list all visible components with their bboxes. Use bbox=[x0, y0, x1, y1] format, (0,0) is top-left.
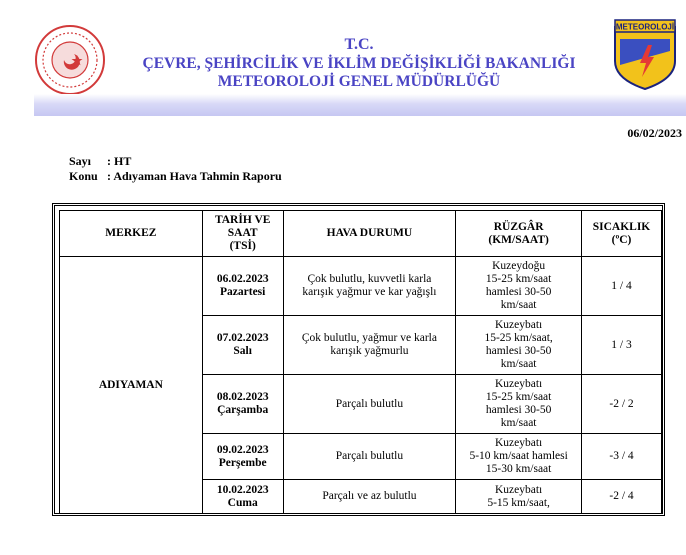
row-wind-line1: Kuzeybatı bbox=[494, 437, 543, 449]
date-cell bbox=[202, 480, 283, 514]
meta-sayi-label: Sayı bbox=[69, 154, 92, 168]
header-line-3: METEOROLOJİ GENEL MÜDÜRLÜĞÜ bbox=[217, 73, 501, 90]
row-day: Pazartesi bbox=[220, 286, 266, 298]
header-line-1: T.C. bbox=[344, 36, 374, 53]
row-wind-line4: km/saat bbox=[500, 417, 537, 429]
wind-cell bbox=[456, 375, 582, 434]
header-ruzgar-line2: (KM/SAAT) bbox=[488, 233, 549, 246]
temp-cell: -2 / 4 bbox=[582, 480, 662, 514]
meta-konu bbox=[69, 169, 282, 184]
temp-cell: 1 / 4 bbox=[582, 257, 662, 316]
row-weather-line1: Çok bulutlu, kuvvetli karla bbox=[307, 273, 432, 285]
date-cell bbox=[202, 375, 283, 434]
row-wind-line2: 5-10 km/saat hamlesi bbox=[469, 450, 568, 462]
weather-cell bbox=[283, 316, 456, 375]
weather-cell: Parçalı bulutlu bbox=[283, 375, 456, 434]
row-wind-line2: 15-25 km/saat bbox=[485, 391, 552, 403]
row-weather-line1: Çok bulutlu, yağmur ve karla bbox=[301, 332, 437, 344]
header-sicaklik-line1: SICAKLIK bbox=[592, 220, 651, 233]
row-wind-line4: km/saat bbox=[500, 299, 537, 311]
header-ruzgar bbox=[456, 211, 582, 257]
header-merkez: MERKEZ bbox=[60, 211, 203, 257]
header-tarih-line1: TARİH VE bbox=[214, 214, 271, 226]
row-wind-line2: 15-25 km/saat bbox=[485, 273, 552, 285]
row-date: 07.02.2023 bbox=[216, 332, 269, 344]
temp-cell: -3 / 4 bbox=[582, 434, 662, 480]
row-day: Cuma bbox=[227, 496, 258, 509]
meteorology-logo-text: METEOROLOJİ bbox=[615, 22, 675, 32]
row-wind-line2: 5-15 km/saat, bbox=[487, 496, 550, 509]
date-cell bbox=[202, 434, 283, 480]
date-cell bbox=[202, 316, 283, 375]
header-tarih bbox=[202, 211, 283, 257]
table-header-row bbox=[60, 211, 662, 257]
row-wind-line1: Kuzeybatı bbox=[494, 319, 543, 331]
date-cell bbox=[202, 257, 283, 316]
row-day: Salı bbox=[233, 345, 252, 357]
row-weather-line2: karışık yağmur ve kar yağışlı bbox=[302, 286, 437, 298]
meta-konu-label: Konu bbox=[69, 169, 98, 183]
temp-cell: 1 / 3 bbox=[582, 316, 662, 375]
forecast-table-frame bbox=[52, 203, 665, 516]
weather-cell: Parçalı bulutlu bbox=[283, 434, 456, 480]
row-day: Perşembe bbox=[218, 456, 267, 469]
table-row bbox=[60, 257, 662, 316]
meta-konu-value: : Adıyaman Hava Tahmin Raporu bbox=[107, 169, 282, 183]
row-day: Çarşamba bbox=[217, 404, 269, 416]
wind-cell bbox=[456, 316, 582, 375]
header-hava: HAVA DURUMU bbox=[283, 211, 456, 257]
row-wind-line2: 15-25 km/saat, bbox=[484, 332, 553, 344]
header-line-2: ÇEVRE, ŞEHİRCİLİK VE İKLİM DEĞİŞİKLİĞİ BAKANLIĞI bbox=[142, 55, 576, 72]
row-wind-line1: Kuzeybatı bbox=[494, 483, 543, 496]
wind-cell bbox=[456, 257, 582, 316]
report-date: 06/02/2023 bbox=[627, 126, 682, 140]
header-band bbox=[34, 94, 686, 116]
row-wind-line3: 15-30 km/saat bbox=[485, 463, 552, 475]
row-date: 08.02.2023 bbox=[216, 391, 269, 403]
header-ruzgar-line1: RÜZGÂR bbox=[493, 220, 544, 233]
row-wind-line1: Kuzeybatı bbox=[494, 378, 543, 390]
wind-cell bbox=[456, 480, 582, 514]
row-wind-line3: hamlesi 30-50 bbox=[485, 404, 552, 416]
row-wind-line3: hamlesi 30-50 bbox=[485, 345, 552, 357]
merkez-cell: ADIYAMAN bbox=[60, 257, 203, 514]
header-sicaklik-line2: (ºC) bbox=[611, 233, 632, 246]
header-sicaklik bbox=[582, 211, 662, 257]
row-date: 10.02.2023 bbox=[216, 483, 269, 496]
header-tarih-line2: SAAT bbox=[227, 227, 258, 239]
forecast-table bbox=[59, 210, 662, 514]
temp-cell: -2 / 2 bbox=[582, 375, 662, 434]
row-weather-line2: karışık yağmurlu bbox=[330, 345, 409, 357]
row-wind-line1: Kuzeydoğu bbox=[492, 260, 546, 272]
row-wind-line4: km/saat bbox=[500, 358, 537, 370]
row-date: 06.02.2023 bbox=[216, 273, 269, 285]
row-wind-line3: hamlesi 30-50 bbox=[485, 286, 552, 298]
header-tarih-line3: (TSİ) bbox=[229, 240, 256, 252]
wind-cell bbox=[456, 434, 582, 480]
meta-sayi-value: : HT bbox=[107, 154, 132, 168]
row-date: 09.02.2023 bbox=[216, 443, 269, 456]
weather-cell: Parçalı ve az bulutlu bbox=[283, 480, 456, 514]
meta-sayi bbox=[69, 154, 131, 169]
weather-cell bbox=[283, 257, 456, 316]
